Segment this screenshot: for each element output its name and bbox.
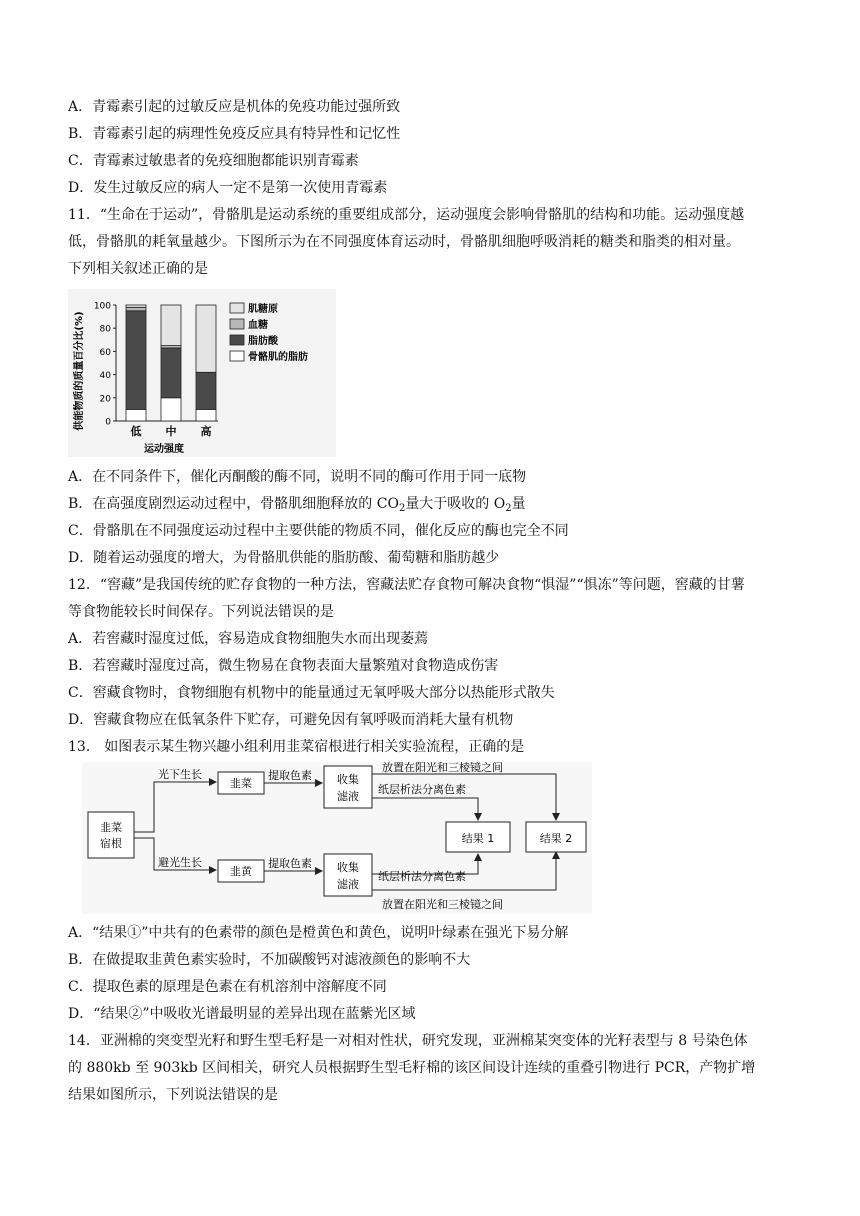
bar-segment: [161, 398, 181, 421]
q11-stem-line-2: 低，骨骼肌的耗氧量越少。下图所示为在不同强度体育运动时，骨骼肌细胞呼吸消耗的糖类和脂类的相对量。: [68, 234, 740, 250]
q13-stem: 13． 如图表示某生物兴趣小组利用韭菜宿根进行相关实验流程，正确的是: [68, 739, 525, 755]
legend-label: 血糖: [248, 320, 268, 331]
collect-top-label-1: 收集: [337, 773, 359, 786]
q12-option-c: C．窖藏食物时，食物细胞有机物中的能量通过无氧呼吸大部分以热能形式散失: [68, 685, 555, 701]
root-label-2: 宿根: [100, 837, 122, 850]
legend-swatch: [230, 319, 244, 329]
leek-label: 韭菜: [230, 777, 252, 790]
bottom-branch-label: 避光生长: [158, 856, 202, 869]
q12-stem-line-2: 等食物能较长时间保存。下列说法错误的是: [68, 604, 334, 620]
extract-label-bottom: 提取色素: [268, 857, 312, 870]
bar-segment: [126, 305, 146, 307]
legend-label: 脂肪酸: [248, 336, 278, 347]
bar-segment: [126, 409, 146, 421]
x-tick-label: 中: [165, 425, 177, 438]
top-branch-label: 光下生长: [158, 768, 202, 781]
root-box: [88, 812, 134, 858]
q10-option-a: A．青霉素引起的过敏反应是机体的免疫功能过强所致: [68, 99, 401, 115]
bar-segment: [196, 409, 216, 421]
q13-option-c: C．提取色素的原理是色素在有机溶剂中溶解度不同: [68, 979, 387, 995]
x-tick-label: 低: [130, 425, 142, 438]
q11-option-b-text-1: B．在高强度剧烈运动过程中，骨骼肌细胞释放的 CO: [68, 496, 399, 512]
bar-segment: [196, 305, 216, 372]
result-2-label: 结果 2: [539, 832, 573, 845]
extract-label-top: 提取色素: [268, 769, 312, 782]
separate-label-top: 纸层析法分离色素: [378, 783, 466, 796]
q14-stem-line-1: 14．亚洲棉的突变型光籽和野生型毛籽是一对相对性状，研究发现，亚洲棉某突变体的光籽表型与 8 号染色体: [68, 1033, 748, 1049]
y-tick-label: 100: [93, 301, 111, 312]
q12-stem-line-1: 12．“窖藏”是我国传统的贮存食物的一种方法，窖藏法贮存食物可解决食物“惧湿”“惧冻”等问题，窖藏的甘薯: [68, 577, 745, 593]
q11-option-c: C．骨骼肌在不同强度运动过程中主要供能的物质不同，催化反应的酶也完全不同: [68, 523, 569, 539]
q13-option-d: D．“结果②”中吸收光谱最明显的差异出现在蓝紫光区域: [68, 1006, 416, 1022]
x-axis-label: 运动强度: [144, 444, 184, 455]
y-axis-label: 供能物质的质量百分比(%): [74, 311, 85, 431]
legend-swatch: [230, 303, 244, 313]
separate-label-bottom: 纸层析法分离色素: [378, 870, 466, 883]
q10-option-b: B．青霉素引起的病理性免疫反应具有特异性和记忆性: [68, 126, 401, 142]
q11-option-b-text-3: 量: [511, 496, 526, 512]
legend-label: 肌糖原: [248, 304, 278, 315]
collect-bottom-label-1: 收集: [337, 861, 359, 874]
energy-substrate-chart: [68, 289, 336, 457]
q11-option-b-text-2: 量大于吸收的 O: [405, 496, 506, 512]
bar-segment: [196, 372, 216, 409]
bar-segment: [161, 305, 181, 346]
prism-label-top: 放置在阳光和三棱镜之间: [382, 762, 503, 774]
y-tick-label: 60: [99, 347, 111, 358]
y-tick-label: 40: [99, 371, 111, 382]
bar-segment: [126, 307, 146, 310]
q11-option-b: [68, 494, 820, 514]
yellow-leek-label: 韭黄: [230, 865, 252, 878]
flow-svg: [82, 762, 592, 914]
bars: [126, 305, 216, 421]
stacked-bar-chart: [68, 289, 336, 457]
collect-bottom-label-2: 滤液: [337, 878, 359, 891]
legend-swatch: [230, 335, 244, 345]
q13-option-b: B．在做提取韭黄色素实验时，不加碳酸钙对滤液颜色的影响不大: [68, 952, 471, 968]
legend-label: 骨骼肌的脂肪: [248, 352, 308, 363]
result-1-label: 结果 1: [461, 832, 495, 845]
q14-stem-line-3: 结果如图所示，下列说法错误的是: [68, 1087, 278, 1103]
co2-subscript: 2: [398, 503, 406, 514]
y-tick-label: 20: [99, 394, 111, 405]
q12-option-b: B．若窖藏时湿度过高，微生物易在食物表面大量繁殖对食物造成伤害: [68, 658, 499, 674]
q10-option-d: D．发生过敏反应的病人一定不是第一次使用青霉素: [68, 180, 388, 196]
q14-stem-line-2: 的 880kb 至 903kb 区间相关，研究人员根据野生型毛籽棉的该区间设计连续的重叠引物进行 PCR，产物扩增: [68, 1060, 756, 1076]
q13-option-a: A．“结果①”中共有的色素带的颜色是橙黄色和黄色，说明叶绿素在强光下易分解: [68, 925, 569, 941]
q11-option-a: A．在不同条件下，催化丙酮酸的酶不同，说明不同的酶可作用于同一底物: [68, 469, 527, 485]
bar-segment: [161, 348, 181, 398]
q11-stem-line-3: 下列相关叙述正确的是: [68, 261, 208, 277]
root-label-1: 韭菜: [100, 821, 122, 834]
q11-option-d: D．随着运动强度的增大，为骨骼肌供能的脂肪酸、葡萄糖和脂肪越少: [68, 550, 500, 566]
q10-option-c: C．青霉素过敏患者的免疫细胞都能识别青霉素: [68, 153, 359, 169]
q11-stem-line-1: 11．“生命在于运动”，骨骼肌是运动系统的重要组成部分，运动强度会影响骨骼肌的结构和功能。运动强度越: [68, 207, 745, 223]
y-tick-label: 80: [99, 324, 111, 335]
o2-subscript: 2: [505, 503, 512, 514]
y-tick-label: 0: [105, 417, 111, 428]
bar-segment: [126, 311, 146, 410]
q12-option-a: A．若窖藏时湿度过低，容易造成食物细胞失水而出现萎蔫: [68, 631, 429, 647]
legend-swatch: [230, 351, 244, 361]
experiment-flow-diagram: [82, 762, 592, 914]
prism-label-bottom: 放置在阳光和三棱镜之间: [382, 898, 503, 911]
q12-option-d: D．窖藏食物应在低氧条件下贮存，可避免因有氧呼吸而消耗大量有机物: [68, 712, 514, 728]
x-tick-label: 高: [200, 425, 212, 438]
collect-top-label-2: 滤液: [337, 790, 359, 803]
